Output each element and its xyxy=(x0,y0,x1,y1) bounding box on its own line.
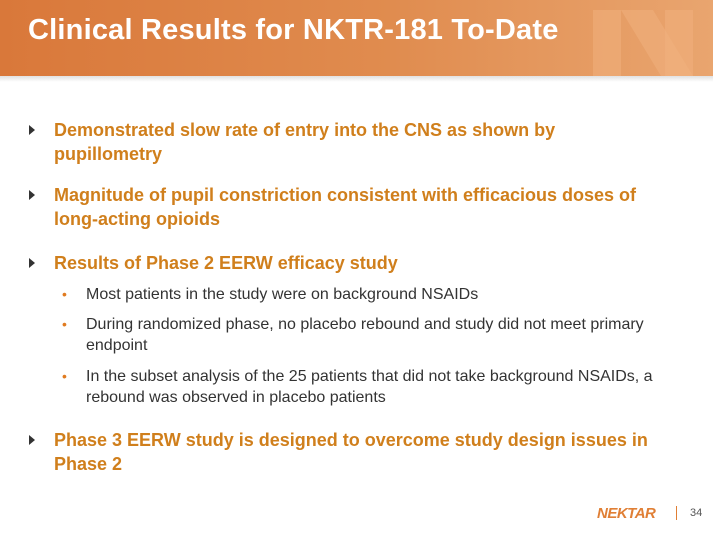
page-number: 34 xyxy=(690,507,703,519)
dot-bullet-icon: • xyxy=(62,316,67,332)
bullet-text: Demonstrated slow rate of entry into the CNS as shown by pupillometry xyxy=(54,120,556,164)
sub-bullet-text: Most patients in the study were on background NSAIDs xyxy=(86,286,479,303)
sub-bullet-item xyxy=(62,284,676,305)
slide-title: Clinical Results for NKTR-181 To-Date xyxy=(28,14,559,46)
nektar-logo: NEKTAR xyxy=(597,505,656,522)
header-shadow xyxy=(0,76,713,82)
arrow-bullet-icon xyxy=(29,125,35,135)
bullet-text: Results of Phase 2 EERW efficacy study xyxy=(54,253,398,273)
sub-bullet-item xyxy=(62,366,656,408)
bullet-text: Magnitude of pupil constriction consistent with efficacious doses of long-acting opioids xyxy=(54,185,637,229)
sub-bullet-text: In the subset analysis of the 25 patients that did not take background NSAIDs, a rebound was observed in placebo patients xyxy=(86,368,653,406)
sub-bullet-item xyxy=(62,314,666,356)
title-bar xyxy=(0,0,713,76)
header-logo-watermark xyxy=(573,0,713,76)
arrow-bullet-icon xyxy=(29,258,35,268)
bullet-item xyxy=(54,183,664,231)
bullet-item xyxy=(54,118,664,166)
dot-bullet-icon: • xyxy=(62,368,67,384)
bullet-item xyxy=(54,428,664,476)
sub-bullet-text: During randomized phase, no placebo rebound and study did not meet primary endpoint xyxy=(86,316,644,354)
bullet-item xyxy=(54,251,664,275)
footer-divider xyxy=(676,506,677,520)
arrow-bullet-icon xyxy=(29,435,35,445)
arrow-bullet-icon xyxy=(29,190,35,200)
dot-bullet-icon: • xyxy=(62,286,67,302)
bullet-text: Phase 3 EERW study is designed to overcome study design issues in Phase 2 xyxy=(54,430,648,474)
